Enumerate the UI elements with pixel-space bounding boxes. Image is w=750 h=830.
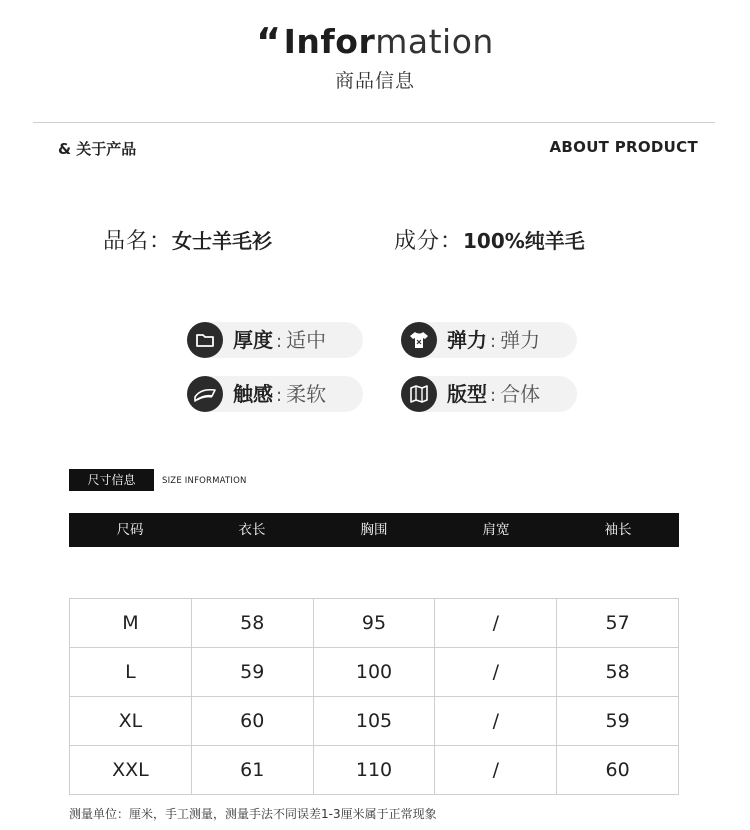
feature-touch-text bbox=[233, 381, 326, 409]
page-header bbox=[0, 20, 750, 93]
product-material-attr bbox=[394, 224, 585, 255]
table-cell: 58 bbox=[191, 599, 313, 648]
section-label-cn: & 关于产品 bbox=[58, 140, 137, 158]
table-cell: 58 bbox=[557, 648, 679, 697]
header-divider bbox=[33, 122, 715, 123]
feature-touch-key: 触感 bbox=[233, 382, 273, 406]
page-subtitle: 商品信息 bbox=[334, 70, 415, 92]
feature-separator: : bbox=[490, 331, 497, 352]
feature-touch bbox=[187, 376, 363, 412]
table-cell: / bbox=[435, 599, 557, 648]
product-name-value: 女士羊毛衫 bbox=[172, 229, 273, 253]
feature-thickness-key: 厚度 bbox=[233, 328, 273, 352]
feature-touch-value: 柔软 bbox=[286, 382, 327, 406]
measurement-note: 测量单位：厘米，手工测量，测量手法不同误差1-3厘米属于正常现象 bbox=[69, 807, 437, 821]
header-cell-shoulder: 肩宽 bbox=[482, 522, 510, 538]
feature-elasticity-key: 弹力 bbox=[447, 328, 487, 352]
fold-icon bbox=[401, 376, 437, 412]
product-material-value: 100%纯羊毛 bbox=[463, 229, 585, 253]
feature-thickness-value: 适中 bbox=[286, 328, 327, 352]
size-info-tag: 尺寸信息 bbox=[69, 469, 154, 491]
title-light-part: mation bbox=[375, 22, 494, 61]
size-table-header bbox=[69, 513, 679, 547]
feature-thickness-text bbox=[233, 327, 326, 355]
feature-fit-text bbox=[447, 381, 540, 409]
feature-elasticity-value: 弹力 bbox=[500, 328, 541, 352]
table-cell: 60 bbox=[557, 746, 679, 795]
table-cell: M bbox=[70, 599, 192, 648]
table-cell: / bbox=[435, 746, 557, 795]
feature-fit bbox=[401, 376, 577, 412]
title-quote-mark: “ bbox=[256, 20, 282, 64]
feature-fit-key: 版型 bbox=[447, 382, 487, 406]
table-cell: 110 bbox=[313, 746, 435, 795]
table-cell: / bbox=[435, 648, 557, 697]
table-cell: 60 bbox=[191, 697, 313, 746]
feature-separator: : bbox=[276, 331, 283, 352]
folder-icon bbox=[187, 322, 223, 358]
feature-elasticity-text bbox=[447, 327, 540, 355]
page-title bbox=[0, 20, 750, 62]
feature-separator: : bbox=[276, 385, 283, 406]
title-bold-part: Infor bbox=[283, 22, 376, 61]
table-cell: 57 bbox=[557, 599, 679, 648]
table-cell: 59 bbox=[557, 697, 679, 746]
table-cell: 61 bbox=[191, 746, 313, 795]
table-cell: 105 bbox=[313, 697, 435, 746]
feature-fit-value: 合体 bbox=[500, 382, 541, 406]
table-cell: / bbox=[435, 697, 557, 746]
table-row bbox=[70, 697, 679, 746]
size-info-tag-en: SIZE INFORMATION bbox=[162, 476, 247, 486]
product-name-attr bbox=[103, 224, 272, 255]
fabric-icon bbox=[187, 376, 223, 412]
section-label-en: ABOUT PRODUCT bbox=[549, 138, 698, 156]
product-material-key: 成分： bbox=[394, 229, 464, 254]
table-cell: XXL bbox=[70, 746, 192, 795]
header-cell-sleeve: 袖长 bbox=[604, 522, 632, 538]
table-cell: 59 bbox=[191, 648, 313, 697]
size-table bbox=[69, 598, 679, 795]
shirt-icon bbox=[401, 322, 437, 358]
table-cell: XL bbox=[70, 697, 192, 746]
table-cell: L bbox=[70, 648, 192, 697]
header-cell-length: 衣长 bbox=[238, 522, 266, 538]
table-row bbox=[70, 599, 679, 648]
feature-separator: : bbox=[490, 385, 497, 406]
feature-elasticity bbox=[401, 322, 577, 358]
feature-thickness bbox=[187, 322, 363, 358]
table-row bbox=[70, 648, 679, 697]
table-cell: 95 bbox=[313, 599, 435, 648]
table-cell: 100 bbox=[313, 648, 435, 697]
header-cell-size: 尺码 bbox=[116, 522, 144, 538]
product-name-key: 品名： bbox=[103, 229, 173, 254]
table-row bbox=[70, 746, 679, 795]
header-cell-bust: 胸围 bbox=[360, 522, 388, 538]
